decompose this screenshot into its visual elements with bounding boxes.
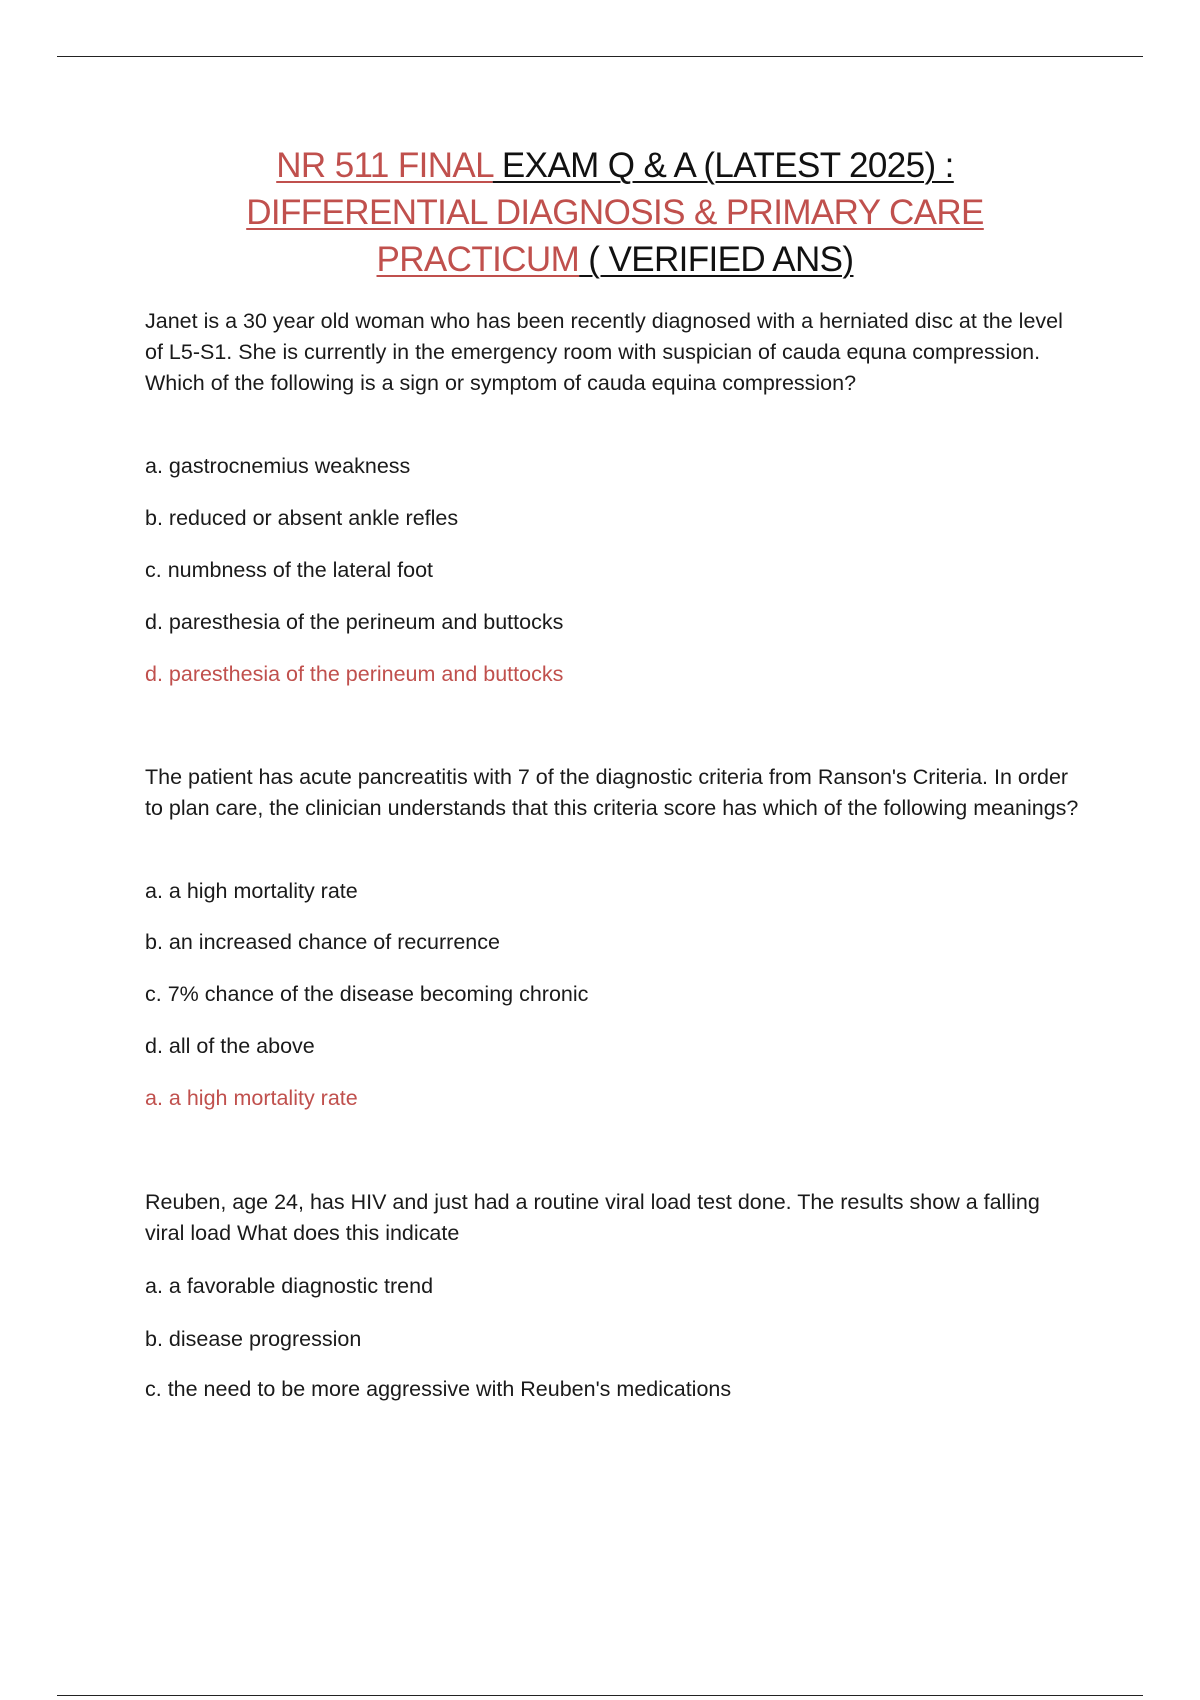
title-practicum: PRACTICUM — [376, 240, 580, 279]
question-2-option-a: a. a high mortality rate — [145, 879, 358, 903]
title-subject: DIFFERENTIAL DIAGNOSIS & PRIMARY CARE — [246, 193, 984, 232]
document-title — [140, 142, 1090, 283]
question-3-option-c: c. the need to be more aggressive with Reuben's medications — [145, 1377, 732, 1401]
question-1-option-c: c. numbness of the lateral foot — [145, 558, 434, 582]
question-1-text: Janet is a 30 year old woman who has been recently diagnosed with a herniated disc at the level of L5-S1. She is currently in the emergency room with suspician of cauda equna compression. Which of the following is a sign or symptom of cauda equina compression? — [145, 309, 1063, 395]
question-1-option-b: b. reduced or absent ankle refles — [145, 506, 459, 530]
question-2-option-c: c. 7% chance of the disease becoming chronic — [145, 982, 589, 1006]
question-1-option-d: d. paresthesia of the perineum and buttocks — [145, 610, 564, 634]
question-2-option-d: d. all of the above — [145, 1034, 315, 1058]
question-2-answer: a. a high mortality rate — [145, 1086, 358, 1110]
question-2-option-b: b. an increased chance of recurrence — [145, 930, 500, 954]
question-1-answer: d. paresthesia of the perineum and buttocks — [145, 662, 564, 686]
question-2-text: The patient has acute pancreatitis with 7 of the diagnostic criteria from Ranson's Criteria. In order to plan care, the clinician understands that this criteria score has which of the following meanings? — [145, 765, 1079, 820]
question-3-text: Reuben, age 24, has HIV and just had a routine viral load test done. The results show a falling viral load What does this indicate — [145, 1190, 1040, 1245]
question-3-option-a: a. a favorable diagnostic trend — [145, 1274, 434, 1298]
title-course-code: NR 511 FINAL — [276, 146, 493, 185]
question-1-option-a: a. gastrocnemius weakness — [145, 454, 411, 478]
bottom-rule — [57, 1695, 1143, 1696]
title-verified: ( VERIFIED ANS) — [579, 240, 854, 279]
top-rule — [57, 56, 1143, 57]
question-3-option-b: b. disease progression — [145, 1327, 362, 1351]
title-exam-label: EXAM Q & A (LATEST 2025) : — [492, 146, 954, 185]
